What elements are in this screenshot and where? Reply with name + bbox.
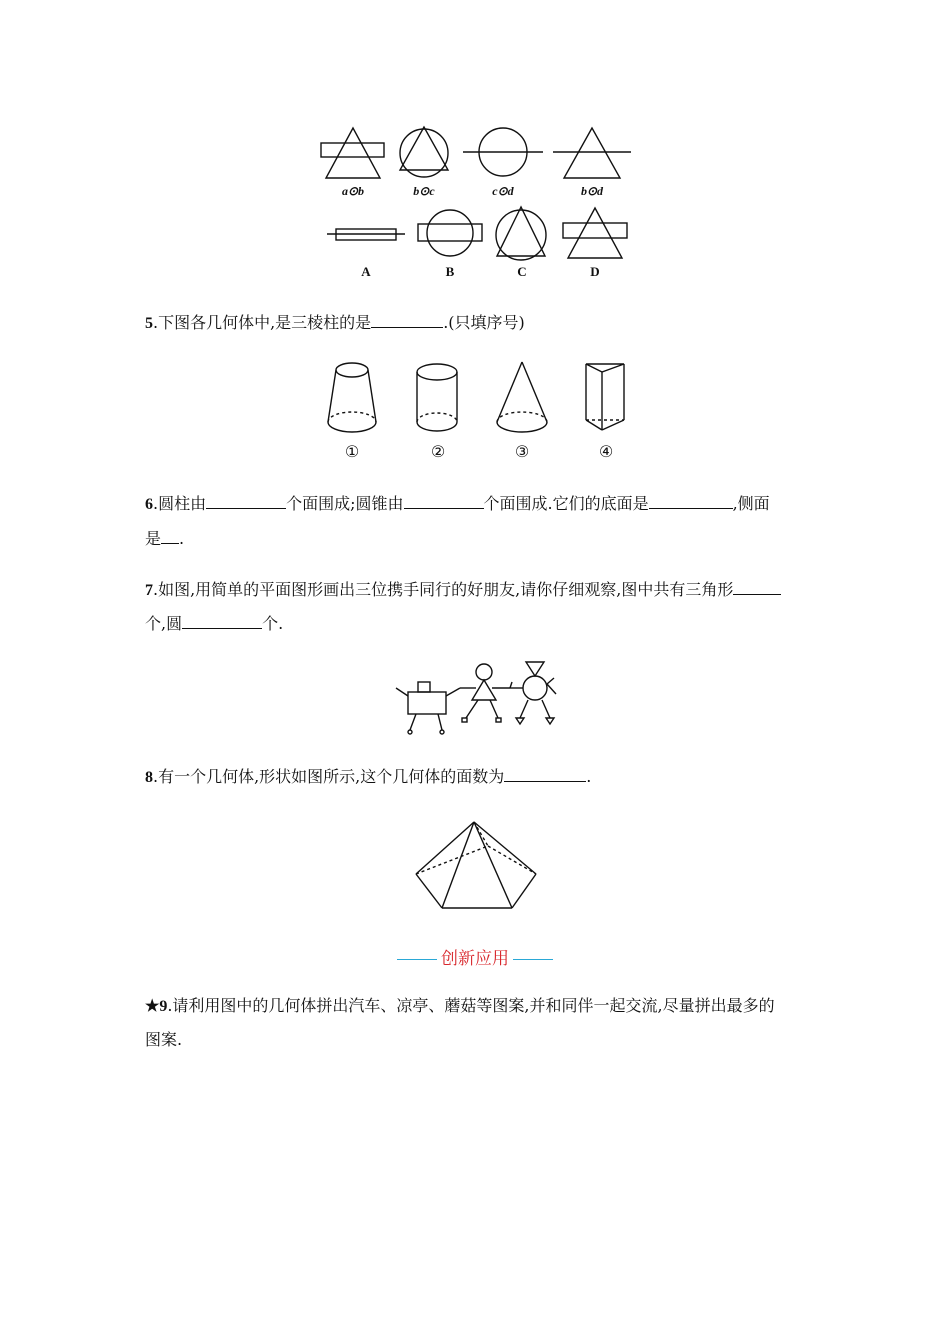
shape-b-op-c xyxy=(396,124,452,182)
question-7-line-1 xyxy=(145,578,781,601)
section-title-text: 创新应用 xyxy=(441,949,509,969)
question-number: 8 xyxy=(145,769,153,786)
question-9-line-2 xyxy=(145,1030,182,1050)
pentagonal-pyramid-figure xyxy=(414,820,538,912)
question-number: 9 xyxy=(159,998,168,1015)
answer-blank[interactable] xyxy=(371,311,443,328)
question-text-end: .(只填序号) xyxy=(443,313,525,332)
question-text: .请利用图中的几何体拼出汽车、凉亭、蘑菇等图案,并和同伴一起交流,尽量拼出最多的 xyxy=(167,996,775,1015)
option-d-label: D xyxy=(590,264,600,279)
star-icon: ★ xyxy=(145,998,160,1015)
answer-blank-triangles[interactable] xyxy=(733,578,781,595)
title-rule-right xyxy=(513,959,553,960)
three-friends-figure xyxy=(394,658,560,738)
solid-label-1: ① xyxy=(344,442,360,461)
answer-blank-lateral[interactable] xyxy=(161,527,179,544)
label-b-op-c: b⊙c xyxy=(413,184,435,198)
shape-c-op-d xyxy=(462,126,544,182)
solid-label-4: ④ xyxy=(598,442,614,461)
question-number: 7 xyxy=(145,582,153,599)
label-a-op-b: a⊙b xyxy=(341,184,365,198)
answer-blank-cylinder-faces[interactable] xyxy=(206,492,286,509)
question-text: .圆柱由 xyxy=(153,494,207,513)
answer-blank-face-count[interactable] xyxy=(504,765,586,782)
question-text: 个,圆 xyxy=(145,614,183,633)
shape-b-op-d xyxy=(552,126,632,182)
frustum-solid xyxy=(324,360,380,440)
question-6-line-2 xyxy=(145,527,184,549)
section-title xyxy=(0,944,950,969)
cone-solid xyxy=(494,360,550,440)
option-c-shape xyxy=(492,204,550,262)
question-7-line-2 xyxy=(145,612,283,634)
title-rule-left xyxy=(397,959,437,960)
question-text: 个面围成;圆锥由 xyxy=(286,494,404,513)
question-text: .有一个几何体,形状如图所示,这个几何体的面数为 xyxy=(153,767,505,786)
answer-blank-base[interactable] xyxy=(649,492,733,509)
question-text: .如图,用简单的平面图形画出三位携手同行的好朋友,请你仔细观察,图中共有三角形 xyxy=(153,580,734,599)
label-c-op-d: c⊙d xyxy=(492,184,514,198)
cylinder-solid xyxy=(413,360,463,440)
question-8 xyxy=(145,765,591,788)
answer-blank-cone-faces[interactable] xyxy=(404,492,484,509)
answer-blank-circles[interactable] xyxy=(182,612,262,629)
question-6-line-1 xyxy=(145,492,770,515)
triangular-prism-solid xyxy=(582,360,630,440)
question-text: ,侧面 xyxy=(732,494,770,513)
label-b-op-d: b⊙d xyxy=(580,184,604,198)
option-b-shape xyxy=(416,206,484,260)
question-text: .下图各几何体中,是三棱柱的是 xyxy=(153,313,372,332)
question-text: 个. xyxy=(262,614,284,633)
option-b-label: B xyxy=(445,264,455,279)
question-5 xyxy=(145,311,525,334)
question-number: 6 xyxy=(145,496,153,513)
solid-label-3: ③ xyxy=(514,442,530,461)
question-text-end: . xyxy=(586,767,592,786)
question-text: 是 xyxy=(145,529,162,548)
solid-label-2: ② xyxy=(430,442,446,461)
question-text: 个面围成.它们的底面是 xyxy=(483,494,649,513)
option-c-label: C xyxy=(517,264,527,279)
option-a-shape xyxy=(326,220,406,250)
question-number: 5 xyxy=(145,315,153,332)
question-9-line-1 xyxy=(145,996,775,1017)
option-d-shape xyxy=(560,206,630,262)
question-text: . xyxy=(179,529,185,548)
question-text: 图案. xyxy=(145,1030,183,1049)
shape-a-op-b xyxy=(320,126,386,182)
option-a-label: A xyxy=(361,264,371,279)
